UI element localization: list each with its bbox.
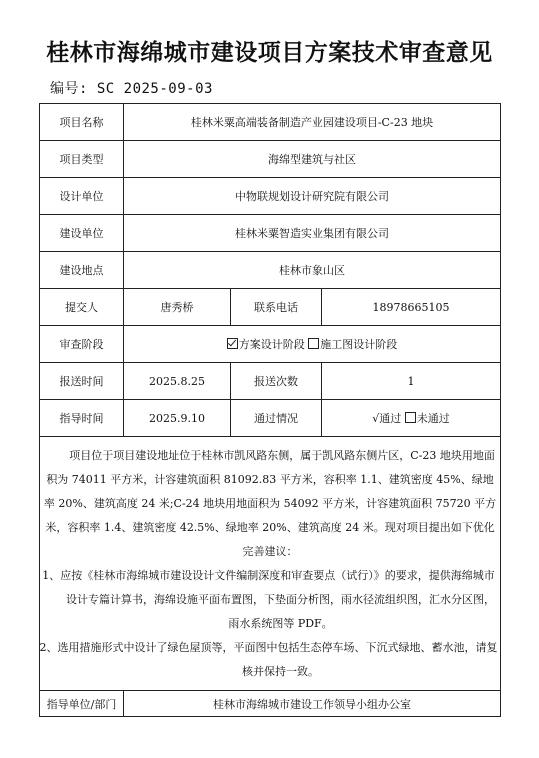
- stage-scheme-label: 方案设计阶段: [238, 338, 305, 351]
- row-project-type: [40, 141, 501, 178]
- project-name-label: 项目名称: [40, 104, 124, 141]
- pass-yes-label: 通过: [379, 412, 402, 425]
- submit-count-label: 报送次数: [231, 363, 322, 400]
- project-type-label: 项目类型: [40, 141, 124, 178]
- design-unit-label: 设计单位: [40, 178, 124, 215]
- submitter-value: 唐秀桥: [124, 289, 231, 326]
- phone-label: 联系电话: [231, 289, 322, 326]
- phone-value: 18978665105: [322, 289, 501, 326]
- check-mark-icon[interactable]: √: [372, 412, 380, 425]
- build-unit-label: 建设单位: [40, 215, 124, 252]
- guide-unit-label: 指导单位/部门: [40, 691, 124, 717]
- row-design-unit: [40, 178, 501, 215]
- project-type-value: 海绵型建筑与社区: [124, 141, 501, 178]
- stage-construction-checkbox[interactable]: [308, 338, 319, 349]
- project-name-value: 桂林米粟高端装备制造产业园建设项目-C-23 地块: [124, 104, 501, 141]
- opinion-item-1: 1、应按《桂林市海绵城市建设设计文件编制深度和审查要点（试行）》的要求，提供海绵城市设计专篇计算书，海绵设施平面布置图，下垫面分析图，雨水径流组织图，汇水分区图，雨水系统图等 PDF。: [42, 568, 496, 630]
- pass-options: [322, 400, 501, 437]
- submit-time-label: 报送时间: [40, 363, 124, 400]
- pass-no-checkbox[interactable]: [405, 412, 416, 423]
- pass-no-label: 未通过: [416, 412, 450, 425]
- location-value: 桂林市象山区: [124, 252, 501, 289]
- stage-options: [124, 326, 501, 363]
- opinion-intro: 项目位于项目建设地址位于桂林市凯风路东侧，属于凯风路东侧片区，C-23 地块用地面积为 74011 平方米，计容建筑面积 81092.83 平方米，容积率 1.1、建筑密度 45%、绿地率 20%、建筑高度 24 米;C-24 地块用地面积为 54092 平方米，计容建筑面积 75720 平方米，容积率 1.4、建筑密度 42.5%、绿地率 20%、建筑高度 24 米。现对项目提出如下优化完善建议：: [43, 448, 497, 558]
- submit-count-value: 1: [322, 363, 501, 400]
- opinion-item-2: 2、选用措施形式中设计了绿色屋顶等，平面图中包括生态停车场、下沉式绿地、蓄水池，请复核并保持一致。: [39, 640, 498, 678]
- stage-construction-label: 施工图设计阶段: [320, 338, 398, 351]
- row-build-unit: [40, 215, 501, 252]
- submitter-label: 提交人: [40, 289, 124, 326]
- guide-time-label: 指导时间: [40, 400, 124, 437]
- row-guide-time: [40, 400, 501, 437]
- row-location: [40, 252, 501, 289]
- document-title: 桂林市海绵城市建设项目方案技术审查意见: [46, 39, 493, 66]
- stage-label: 审查阶段: [40, 326, 124, 363]
- document-number: 编号: SC 2025-09-03: [50, 81, 213, 97]
- pass-label: 通过情况: [231, 400, 322, 437]
- row-submitter: [40, 289, 501, 326]
- submit-time-value: 2025.8.25: [124, 363, 231, 400]
- guide-unit-value: 桂林市海绵城市建设工作领导小组办公室: [124, 691, 501, 717]
- location-label: 建设地点: [40, 252, 124, 289]
- row-guide-unit: [40, 691, 501, 717]
- row-submit-time: [40, 363, 501, 400]
- review-form-table: [39, 103, 501, 717]
- build-unit-value: 桂林米粟智造实业集团有限公司: [124, 215, 501, 252]
- row-stage: [40, 326, 501, 363]
- opinion-cell: [40, 437, 501, 691]
- row-opinion: [40, 437, 501, 691]
- guide-time-value: 2025.9.10: [124, 400, 231, 437]
- row-project-name: [40, 104, 501, 141]
- stage-scheme-checkbox[interactable]: [227, 338, 238, 349]
- design-unit-value: 中物联规划设计研究院有限公司: [124, 178, 501, 215]
